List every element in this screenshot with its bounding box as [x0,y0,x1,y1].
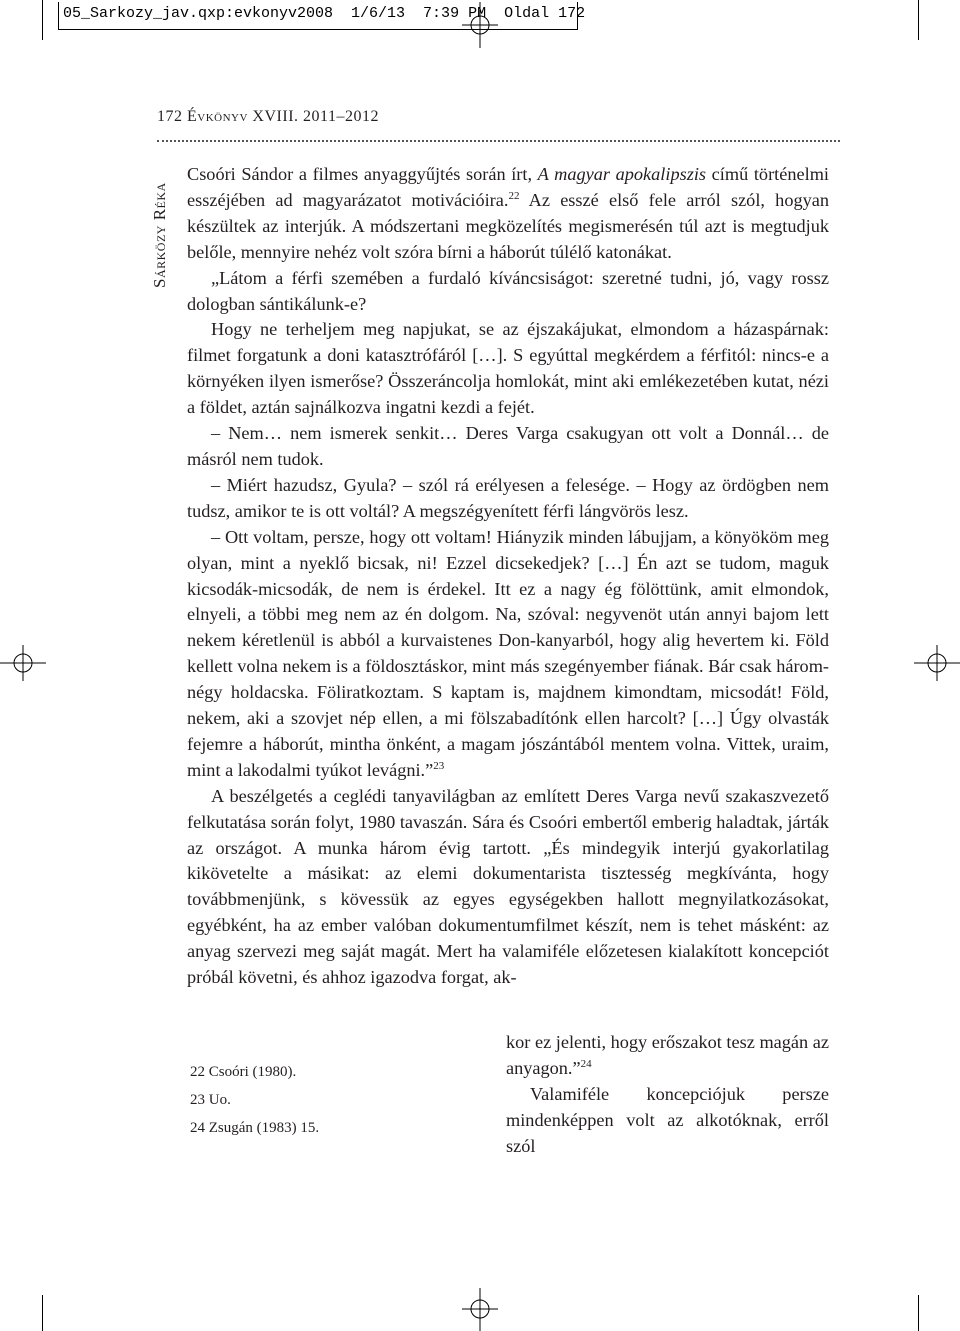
registration-mark-top [460,2,500,48]
page-number: 172 [157,108,183,125]
footnote-item: 24 Zsugán (1983) 15. [190,1120,320,1136]
text-run: „Látom a férfi szemében a furdaló kíváncsiságot: szeretné tudni, jó, vagy rossz dologban sántikálunk-e? [187,267,829,314]
crop-mark-top-right [918,0,919,40]
text-run: Az esszé első fele arról szól, hogyan készültek az interjúk. A módszertani megközelítés megismerésén túl azt is megtudjuk belőle, mennyire nehéz volt szóra bírni a háborút túlélő katonákat. [187,189,830,262]
article-body-continued [506,1030,829,1160]
paragraph [506,1030,829,1082]
text-run: – Miért hazudsz, Gyula? – szól rá erélyesen a felesége. – Hogy az ördögben nem tudsz, amikor te is ott voltál? A megszégyenített férfi lángvörös lesz. [187,474,829,521]
running-head [157,108,379,126]
text-run: Csoóri Sándor a filmes anyaggyűjtés során írt, [187,164,538,184]
italic-title: A magyar apokalipszis [537,164,707,184]
text-run: Hogy ne terheljem meg napjukat, se az éjszakájukat, elmondom a házaspárnak: filmet forgatunk a doni katasztrófáról […]. S egyúttal megkérdem a férfitól: nincs-e a környéken ilyen ismerőse? Összeráncolja homlokát, mint aki emlékezetében kutat, nézi a földet, aztán sajnálkozva ingatni kezdi a fejét. [187,319,829,418]
paragraph [187,525,829,784]
text-run: Valamiféle koncepciójuk persze mindenképpen volt az alkotóknak, erről szól [506,1083,829,1156]
text-run: – Ott voltam, persze, hogy ott voltam! Hiányzik minden lábujjam, a könyököm meg olyan, mint a nyeklő bicsak, ni! Ezzel dicsekedjek? […] Én azt se tudom, maguk kicsodák-micsodák, de nem is érdekel. Itt ez a nagy ég fölöttünk, amit elmondok, elnyeli, a többi meg nem az én dolgom. Na, szóval: negyvenöt után annyi bajom lett nekem kéretlenül is abból a kurvaistenes Don-kanyarból, hogy alig hevertem ki. Föld kellett volna nekem is a földosztáskor, mint más szegényember fiának. Bár csak három-négy holdacska. Föliratkoztam. S kaptam is, majdnem kimondtam, micsodát! Föld, nekem, aki a szovjet nép ellen, a mi fölszabadítónk ellen harcolt? […] Úgy olvasták fejemre a háborút, mintha önként, a magam jószántából mentem volna. Vittek, uraim, mint a lakodalmi tyúkot levágni.” [187,526,829,780]
author-side-label: Sárközy Réka [150,182,169,288]
footnote-ref: 23 [433,759,445,772]
text-run: című történelmi esszéjében ad magyarázatot motivációira. [187,164,829,210]
crop-mark-bottom-left [42,1295,43,1331]
registration-mark-right [914,643,960,683]
paragraph [187,317,829,421]
footnote-ref: 24 [580,1057,592,1070]
paragraph [187,473,829,525]
paragraph [187,421,829,473]
paragraph [506,1082,829,1160]
footnote-ref: 22 [508,189,520,202]
paragraph [187,266,829,318]
text-run: – Nem… nem ismerek senkit… Deres Varga csakugyan ott volt a Donnál… de másról nem tudok. [187,423,829,469]
prepress-slug: 05_Sarkozy_jav.qxp:evkonyv2008 1/6/13 7:39 PM Oldal 172 [58,2,578,30]
registration-mark-left [0,643,46,683]
header-dotted-rule [157,140,840,142]
registration-mark-bottom [460,1288,500,1331]
crop-mark-bottom-right [918,1295,919,1331]
footnote-item: 22 Csoóri (1980). [190,1064,297,1080]
paragraph [187,162,829,266]
text-run: kor ez jelenti, hogy erőszakot tesz magán az anyagon.” [506,1032,829,1078]
crop-mark-top-left [42,0,43,40]
article-body [187,162,829,991]
footnote-item: 23 Uo. [190,1092,231,1108]
journal-title: Évkönyv XVIII. [187,108,299,125]
footnotes [190,1058,490,1142]
journal-years: 2011–2012 [303,108,379,125]
text-run: A beszélgetés a ceglédi tanyavilágban az említett Deres Varga nevű szakaszvezető felkutatása során folyt, 1980 tavaszán. Sára és Csoóri embertől emberig haladtak, járták az országot. A munka három évig tartott. „És mindegyik interjú gyakorlatilag kikövetelte a másikat: az elemi dokumentarista tisztesség megkívánta, hogy továbbmenjünk, s kövessük az egyes egységekben hallott megnyilatkozásokat, egyébként, ha az ember valóban dokumentumfilmet készít, nem is tehet másként: az anyag szervezi meg saját magát. Mert ha valamiféle előzetesen kialakított koncepciót próbál követni, és ahhoz igazodva forgat, ak- [187,785,829,988]
paragraph [187,784,829,991]
